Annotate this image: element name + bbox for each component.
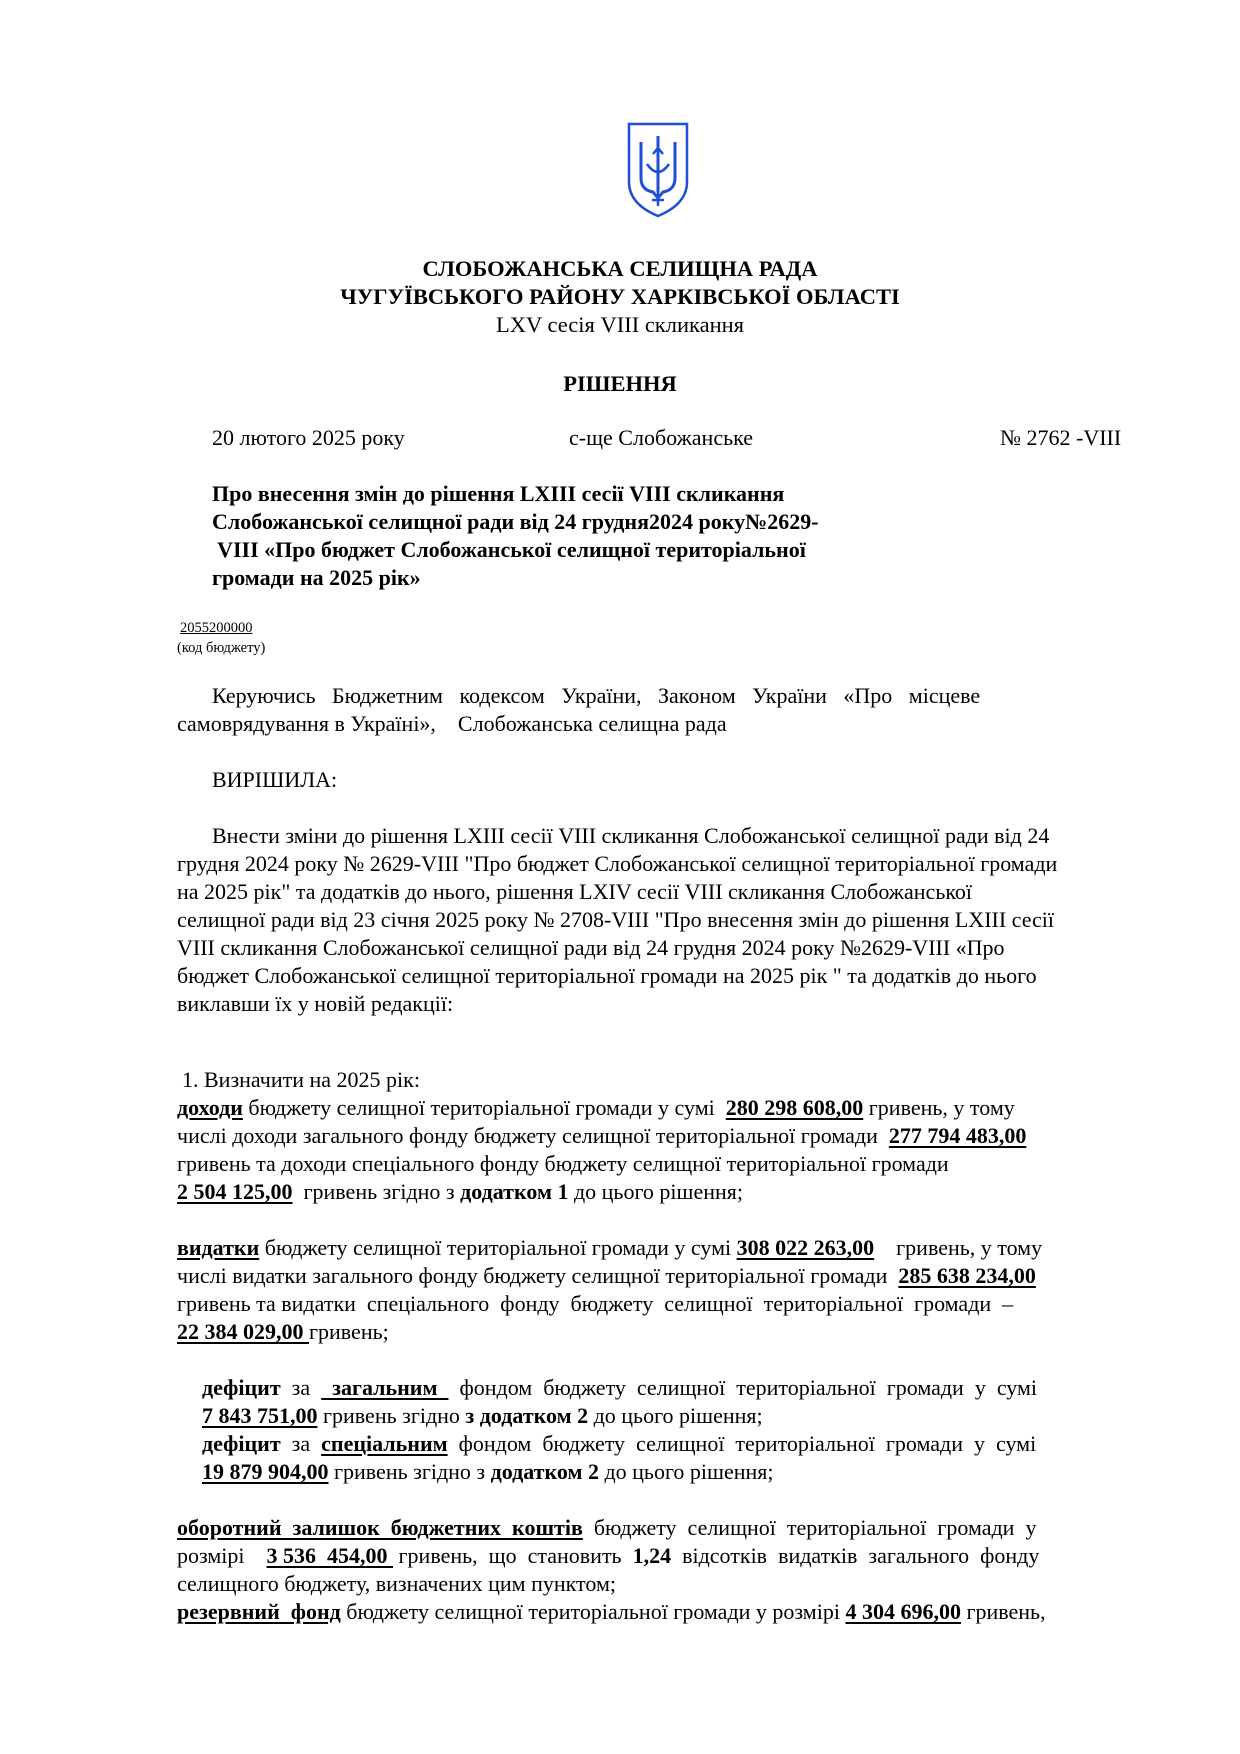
deficit-text: до цього рішення;: [598, 1459, 774, 1484]
working-balance-text: гривень, що становить: [393, 1543, 633, 1568]
expenses-special: 22 384 029,00: [177, 1319, 309, 1344]
working-balance-paragraph: [177, 1514, 1177, 1598]
decision-title: [212, 480, 932, 592]
expenses-text: бюджету селищної територіальної громади у сумі: [259, 1235, 737, 1260]
expenses-text: гривень;: [309, 1319, 389, 1344]
title-line: VIII «Про бюджет Слобожанської селищної територіальної: [212, 537, 806, 562]
intro-line: VIII скликання Слобожанської селищної ради від 24 грудня 2024 року №2629-VIII «Про: [177, 935, 1005, 960]
working-balance-text: відсотків видатків загального фонду: [671, 1543, 1040, 1568]
deficit-general-paragraph: [202, 1374, 1177, 1430]
preamble-line: Керуючись Бюджетним кодексом України, Законом України «Про місцеве: [212, 683, 981, 708]
expenses-label: видатки: [177, 1235, 260, 1260]
expenses-text: гривень, у тому: [874, 1235, 1043, 1260]
working-balance-amount: 3 536 454,00: [266, 1543, 394, 1568]
deficit-general-amount: 7 843 751,00: [202, 1403, 318, 1428]
deficit-annex: додатком 2: [490, 1459, 599, 1484]
deficit-text: фондом бюджету селищної територіальної громади у сумі: [448, 1375, 1038, 1400]
working-balance-percent: 1,24: [632, 1543, 672, 1568]
income-paragraph: [177, 1094, 1177, 1206]
working-balance-text: селищного бюджету, визначених цим пунктом;: [177, 1571, 616, 1596]
deficit-text: гривень згідно: [317, 1403, 466, 1428]
expenses-general: 285 638 234,00: [898, 1263, 1036, 1288]
deficit-fund: загальним: [321, 1375, 449, 1400]
intro-line: виклавши їх у новій редакції:: [177, 991, 454, 1016]
decision-number: № 2762 -VIII: [1000, 425, 1122, 450]
deficit-label: дефіцит: [202, 1375, 281, 1400]
deficit-text: за: [280, 1431, 322, 1456]
intro-line: селищної ради від 23 січня 2025 року № 2708-VIII "Про внесення змін до рішення LXIII сесії: [177, 907, 1055, 932]
preamble-line: самоврядування в Україні», Слобожанська селищна рада: [177, 711, 727, 736]
income-text: гривень згідно з: [292, 1179, 461, 1204]
budget-code-label: (код бюджету): [177, 640, 266, 656]
working-balance-label: оборотний залишок бюджетних коштів: [177, 1515, 583, 1540]
title-line: Про внесення змін до рішення LXIII сесії VIII скликання: [212, 481, 785, 506]
point-1-heading: 1. Визначити на 2025 рік:: [182, 1067, 420, 1092]
expenses-text: числі видатки загального фонду бюджету селищної територіальної громади: [177, 1263, 899, 1288]
deficit-text: до цього рішення;: [588, 1403, 763, 1428]
deficit-label: дефіцит: [202, 1431, 281, 1456]
intro-line: Внести зміни до рішення LXIII сесії VIII скликання Слобожанської селищної ради від 24: [212, 823, 1050, 848]
working-balance-text: розмірі: [177, 1543, 267, 1568]
deficit-text: фондом бюджету селищної територіальної громади у сумі: [447, 1431, 1037, 1456]
decision-date: 20 лютого 2025 року: [212, 425, 405, 450]
expenses-paragraph: [177, 1234, 1177, 1346]
reserve-label: резервний фонд: [177, 1599, 341, 1624]
session-name: LXV сесія VIII скликання: [495, 312, 745, 337]
income-special: 2 504 125,00: [177, 1179, 293, 1204]
reserve-paragraph: [177, 1598, 1177, 1626]
income-annex: додатком 1: [460, 1179, 569, 1204]
income-text: до цього рішення;: [568, 1179, 744, 1204]
working-balance-text: бюджету селищної територіальної громади у: [582, 1515, 1037, 1540]
decision-place: с-ще Слобожанське: [569, 425, 754, 450]
income-general: 277 794 483,00: [888, 1123, 1027, 1148]
council-name: СЛОБОЖАНСЬКА СЕЛИЩНА РАДА: [422, 256, 818, 281]
budget-code: 2055200000: [180, 620, 253, 636]
intro-line: бюджет Слобожанської селищної територіальної громади на 2025 рік " та додатків до нього: [177, 963, 1037, 988]
income-text: бюджету селищної територіальної громади у сумі: [242, 1095, 726, 1120]
reserve-text: гривень,: [960, 1599, 1046, 1624]
reserve-text: бюджету селищної територіальної громади у розмірі: [340, 1599, 846, 1624]
income-text: гривень, у тому: [863, 1095, 1015, 1120]
income-label: доходи: [177, 1095, 243, 1120]
intro-paragraph: [177, 822, 1177, 1018]
district-name: ЧУГУЇВСЬКОГО РАЙОНУ ХАРКІВСЬКОЇ ОБЛАСТІ: [340, 284, 900, 309]
deficit-text: за: [280, 1375, 322, 1400]
deficit-text: гривень згідно з: [328, 1459, 491, 1484]
intro-line: грудня 2024 року № 2629-VIII "Про бюджет Слобожанської селищної територіальної громади: [177, 851, 1058, 876]
deficit-annex: з додатком 2: [465, 1403, 589, 1428]
deficit-special-paragraph: [202, 1430, 1177, 1486]
decided-label: ВИРІШИЛА:: [212, 767, 338, 792]
deficit-fund: спеціальним: [321, 1431, 448, 1456]
income-text: числі доходи загального фонду бюджету селищної територіальної громади: [177, 1123, 889, 1148]
deficit-special-amount: 19 879 904,00: [202, 1459, 329, 1484]
coat-of-arms-icon: [625, 120, 691, 220]
title-line: Слобожанської селищної ради від 24 грудня2024 року№2629-: [212, 509, 819, 534]
document-type: РІШЕННЯ: [563, 371, 677, 396]
income-total: 280 298 608,00: [725, 1095, 864, 1120]
title-line: громади на 2025 рік»: [212, 565, 421, 590]
expenses-total: 308 022 263,00: [736, 1235, 875, 1260]
reserve-amount: 4 304 696,00: [845, 1599, 961, 1624]
expenses-text: гривень та видатки спеціального фонду бюджету селищної територіальної громади –: [177, 1291, 1014, 1316]
income-text: гривень та доходи спеціального фонду бюджету селищної територіальної громади: [177, 1151, 949, 1176]
intro-line: на 2025 рік" та додатків до нього, рішення LXIV сесії VIII скликання Слобожанської: [177, 879, 973, 904]
